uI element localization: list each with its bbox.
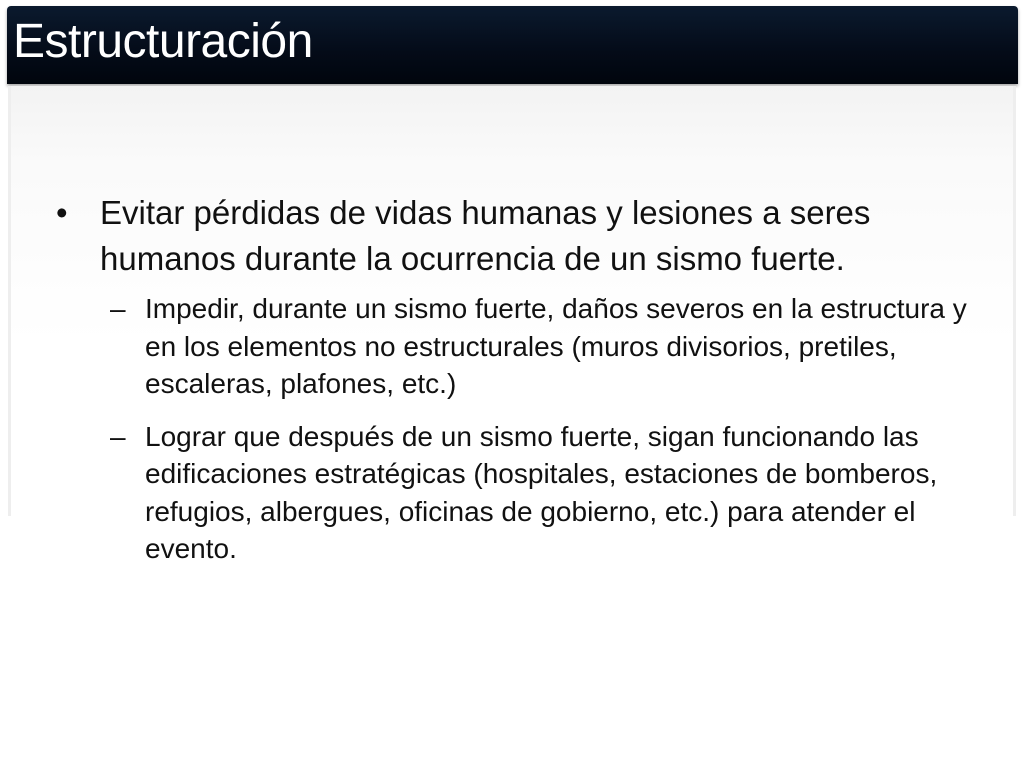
sub-bullet-text: Impedir, durante un sismo fuerte, daños severos en la estructura y en los elementos no estructurales (muros divisorios, pretiles, escaleras, plafones, etc.) — [145, 293, 967, 399]
sub-bullet-item — [56, 290, 976, 403]
slide-title: Estructuración — [13, 15, 313, 68]
slide-content — [56, 190, 976, 583]
sub-bullet-marker: – — [110, 420, 126, 452]
sub-bullet-marker: – — [110, 293, 126, 324]
sub-bullet-text: Lograr que después de un sismo fuerte, sigan funcionando las edificaciones estratégicas (hospitales, estaciones de bomberos, refugios, albergues, oficinas de gobierno, etc.) para atender el evento. — [145, 420, 938, 564]
bullet-marker: • — [56, 194, 68, 231]
bullet-item — [56, 190, 976, 282]
bullet-text: Evitar pérdidas de vidas humanas y lesiones a seres humanos durante la ocurrencia de un sismo fuerte. — [100, 194, 871, 277]
title-bar — [7, 6, 1018, 84]
sub-bullet-item — [56, 418, 976, 568]
